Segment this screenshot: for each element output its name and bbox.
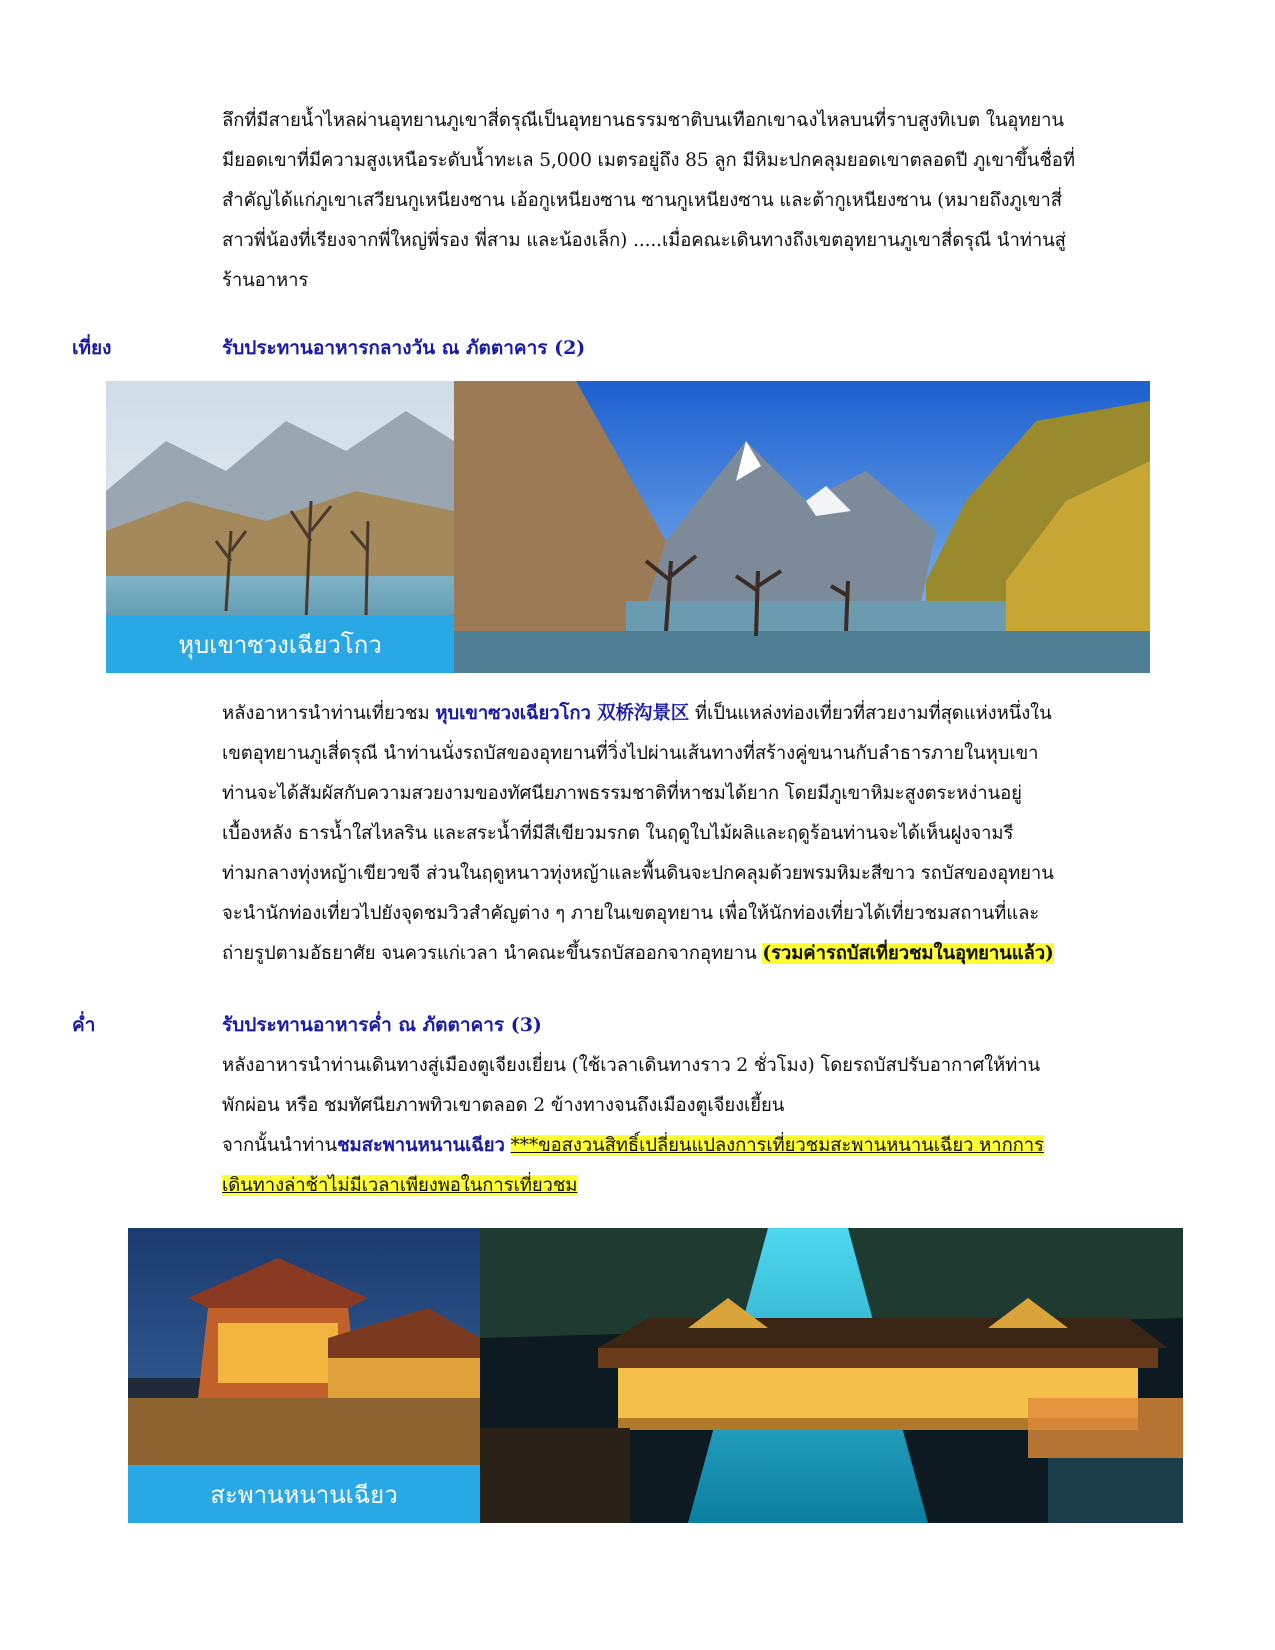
afternoon-paragraph [222, 694, 1190, 974]
intro-line: สาวพี่น้องที่เรียงจากพี่ใหญ่พี่รอง พี่สาม และน้องเล็ก) .....เมื่อคณะเดินทางถึงเขตอุทยานภูเขาสี่ดรุณี นำท่านสู่ [222, 230, 1066, 251]
afternoon-line: จะนำนักท่องเที่ยวไปยังจุดชมวิวสำคัญต่าง ๆ ภายในเขตอุทยาน เพื่อให้นักท่องเที่ยวได้เที่ยวชมสถานที่และ [222, 903, 1040, 924]
intro-line: มียอดเขาที่มีความสูงเหนือระดับน้ำทะเล 5,000 เมตรอยู่ถึง 85 ลูก มีหิมะปกคลุมยอดเขาตลอดปี ภูเขาขึ้นชื่อที่ [222, 150, 1075, 171]
reservation-note: ***ขอสงวนสิทธิ์เปลี่ยนแปลงการเที่ยวชมสะพานหนานเฉียว หากการ [510, 1135, 1044, 1156]
evening-space [505, 1135, 511, 1156]
afternoon-text: ที่เป็นแหล่งท่องเที่ยวที่สวยงามที่สุดแห่งหนึ่งใน [689, 703, 1052, 724]
valley-photo [106, 381, 1150, 673]
evening-line: พักผ่อน หรือ ชมทัศนียภาพทิวเขาตลอด 2 ข้างทางจนถึงเมืองตูเจียงเยี้ยน [222, 1095, 785, 1116]
afternoon-line-1 [222, 694, 1190, 734]
evening-line-3 [222, 1126, 1190, 1166]
dinner-label: ค่ำ [72, 1014, 96, 1036]
bridge-photo [128, 1228, 1183, 1523]
intro-paragraph [222, 101, 1190, 301]
valley-name-link: หุบเขาซวงเฉียวโกว 双桥沟景区 [435, 703, 690, 724]
bus-fee-note: (รวมค่ารถบัสเที่ยวชมในอุทยานแล้ว) [762, 943, 1054, 964]
bridge-name-link: ชมสะพานหนานเฉียว [337, 1135, 505, 1156]
afternoon-line: เบื้องหลัง ธารน้ำใสไหลริน และสระน้ำที่มีสีเขียวมรกต ในฤดูใบไม้ผลิและฤดูร้อนท่านจะได้เห็นฝูงจามรี [222, 823, 1014, 844]
reservation-note-cont: เดินทางล่าช้าไม่มีเวลาเพียงพอในการเที่ยวชม [222, 1175, 578, 1196]
afternoon-text: หลังอาหารนำท่านเที่ยวชม [222, 703, 436, 724]
afternoon-text: ถ่ายรูปตามอัธยาศัย จนควรแก่เวลา นำคณะขึ้นรถบัสออกจากอุทยาน [222, 943, 763, 964]
afternoon-line: เขตอุทยานภูเสี่ดรุณี นำท่านนั่งรถบัสของอุทยานที่วิ่งไปผ่านเส้นทางที่สร้างคู่ขนานกับลำธารภายในหุบเขา [222, 743, 1039, 764]
evening-line: หลังอาหารนำท่านเดินทางสู่เมืองตูเจียงเยี่ยน (ใช้เวลาเดินทางราว 2 ชั่วโมง) โดยรถบัสปรับอากาศให้ท่าน [222, 1055, 1041, 1076]
afternoon-line: ท่านจะได้สัมผัสกับความสวยงามของทัศนียภาพธรรมชาติที่หาชมได้ยาก โดยมีภูเขาหิมะสูงตระหง่านอยู่ [222, 783, 1022, 804]
afternoon-line: ท่ามกลางทุ่งหญ้าเขียวขจี ส่วนในฤดูหนาวทุ่งหญ้าและพื้นดินจะปกคลุมด้วยพรมหิมะสีขาว รถบัสของอุทยาน [222, 863, 1054, 884]
lunch-heading: รับประทานอาหารกลางวัน ณ ภัตตาคาร (2) [222, 337, 586, 359]
intro-line: ร้านอาหาร [222, 270, 309, 291]
bridge-caption: สะพานหนานเฉียว [128, 1465, 480, 1523]
afternoon-line-7 [222, 934, 1190, 974]
evening-line-4 [222, 1166, 1190, 1206]
valley-caption: หุบเขาซวงเฉียวโกว [106, 615, 454, 673]
intro-line: ลึกที่มีสายน้ำไหลผ่านอุทยานภูเขาสี่ดรุณีเป็นอุทยานธรรมชาติบนเทือกเขาฉงไหลบนที่ราบสูงทิเบต ในอุทยาน [222, 110, 1064, 131]
lunch-label: เที่ยง [72, 337, 112, 359]
evening-text: จากนั้นนำท่าน [222, 1135, 338, 1156]
intro-line: สำคัญได้แก่ภูเขาเสวียนกูเหนียงซาน เอ้อกูเหนียงซาน ซานกูเหนียงซาน และต้ากูเหนียงซาน (หมายถึงภูเขาสี่ [222, 190, 1062, 211]
dinner-heading: รับประทานอาหารค่ำ ณ ภัตตาคาร (3) [222, 1014, 542, 1036]
evening-paragraph [222, 1046, 1190, 1206]
